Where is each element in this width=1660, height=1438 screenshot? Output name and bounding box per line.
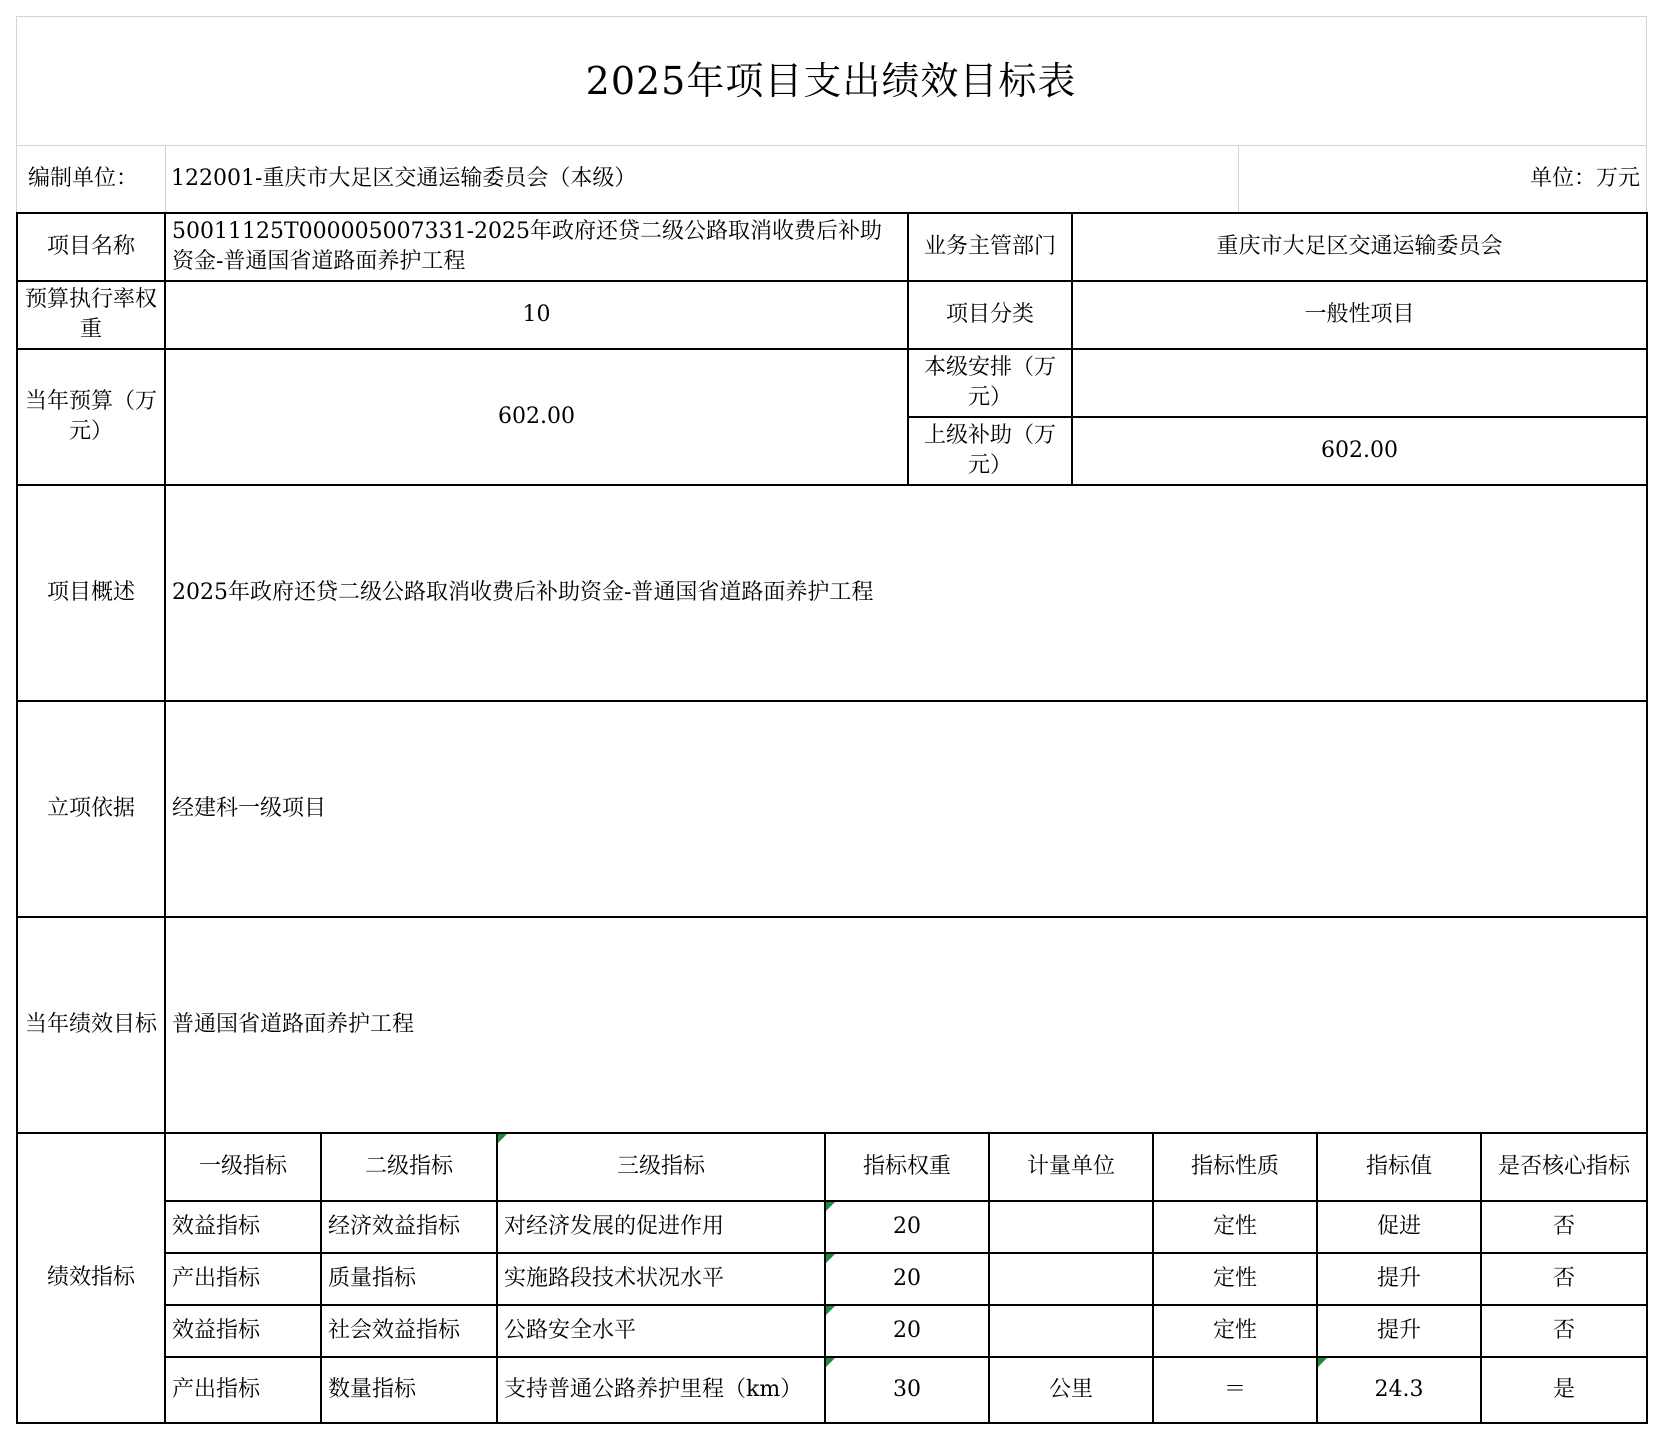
indicator-cell: 提升 (1376, 1266, 1421, 1291)
indicator-cell: 公路安全水平 (504, 1318, 637, 1343)
overview-value: 2025年政府还贷二级公路取消收费后补助资金-普通国省道路面养护工程 (172, 580, 874, 605)
indicator-cell: 20 (893, 1266, 921, 1291)
department-label: 业务主管部门 (923, 234, 1056, 259)
category-label: 项目分类 (945, 302, 1034, 327)
cell-marker-icon (1318, 1358, 1327, 1367)
cell-marker-icon (826, 1202, 835, 1211)
local-funding-value (1073, 350, 1646, 416)
indicator-cell: 对经济发展的促进作用 (504, 1214, 725, 1239)
indicator-cell: 30 (893, 1377, 921, 1402)
project-name-label: 项目名称 (46, 234, 135, 259)
indicator-cell (990, 1254, 1152, 1304)
indicator-cell: 否 (1552, 1214, 1575, 1239)
indicator-header-level1: 一级指标 (198, 1154, 287, 1179)
subsidy-label: 上级补助（万元） (923, 423, 1056, 478)
indicator-cell (990, 1306, 1152, 1356)
indicator-cell: 否 (1552, 1266, 1575, 1291)
indicator-cell: 数量指标 (328, 1377, 417, 1402)
indicator-header-nature: 指标性质 (1190, 1154, 1279, 1179)
indicators-label: 绩效指标 (46, 1265, 135, 1290)
project-name-value: 50011125T000005007331-2025年政府还贷二级公路取消收费后补助资金-普通国省道路面养护工程 (172, 219, 883, 274)
unit-label: 编制单位： (28, 165, 139, 191)
indicator-cell: 效益指标 (172, 1318, 261, 1343)
indicator-cell: 促进 (1376, 1214, 1421, 1239)
indicator-cell: 否 (1552, 1318, 1575, 1343)
execution-weight-value: 10 (522, 302, 551, 327)
indicator-cell: 质量指标 (328, 1266, 417, 1291)
annual-goal-value: 普通国省道路面养护工程 (172, 1012, 415, 1037)
table-border (1646, 212, 1648, 1424)
indicator-header-weight: 指标权重 (862, 1154, 951, 1179)
indicator-cell: 公里 (1048, 1377, 1093, 1402)
indicator-cell: 经济效益指标 (328, 1214, 461, 1239)
basis-value: 经建科一级项目 (172, 796, 327, 821)
indicator-cell: ＝ (1223, 1377, 1246, 1402)
unit-value: 122001-重庆市大足区交通运输委员会（本级） (171, 165, 637, 191)
indicator-header-value: 指标值 (1365, 1154, 1432, 1179)
indicator-cell: 24.3 (1374, 1377, 1424, 1402)
indicator-cell: 是 (1552, 1377, 1575, 1402)
indicator-cell: 产出指标 (172, 1266, 261, 1291)
indicator-cell: 支持普通公路养护里程（km） (504, 1377, 803, 1402)
indicator-cell: 20 (893, 1214, 921, 1239)
indicator-header-level2: 二级指标 (364, 1154, 453, 1179)
overview-label: 项目概述 (46, 580, 135, 605)
indicator-cell: 定性 (1212, 1318, 1257, 1343)
indicator-header-core: 是否核心指标 (1497, 1154, 1630, 1179)
indicator-cell: 定性 (1212, 1266, 1257, 1291)
cell-marker-icon (826, 1306, 835, 1315)
indicator-header-level3: 三级指标 (616, 1154, 705, 1179)
annual-goal-label: 当年绩效目标 (24, 1012, 157, 1037)
category-value: 一般性项目 (1304, 302, 1415, 327)
indicator-cell: 实施路段技术状况水平 (504, 1266, 725, 1291)
indicator-cell: 效益指标 (172, 1214, 261, 1239)
cell-marker-icon (826, 1254, 835, 1263)
indicator-cell: 定性 (1212, 1214, 1257, 1239)
indicator-cell: 社会效益指标 (328, 1318, 461, 1343)
budget-label: 当年预算（万元） (24, 389, 157, 444)
indicator-cell (990, 1202, 1152, 1252)
indicator-cell: 产出指标 (172, 1377, 261, 1402)
cell-marker-icon (498, 1134, 507, 1143)
cell-marker-icon (826, 1358, 835, 1367)
execution-weight-label: 预算执行率权重 (24, 287, 157, 342)
basis-label: 立项依据 (46, 796, 135, 821)
indicator-header-unit: 计量单位 (1026, 1154, 1115, 1179)
table-border (16, 1422, 1648, 1424)
local-funding-label: 本级安排（万元） (923, 355, 1056, 410)
indicator-cell: 20 (893, 1318, 921, 1343)
subsidy-value: 602.00 (1321, 438, 1398, 463)
grid-line (1646, 16, 1647, 212)
currency-unit: 单位：万元 (1529, 165, 1640, 191)
indicator-cell: 提升 (1376, 1318, 1421, 1343)
budget-value: 602.00 (498, 404, 575, 429)
department-value: 重庆市大足区交通运输委员会 (1216, 234, 1503, 259)
page-title: 2025年项目支出绩效目标表 (585, 58, 1077, 103)
